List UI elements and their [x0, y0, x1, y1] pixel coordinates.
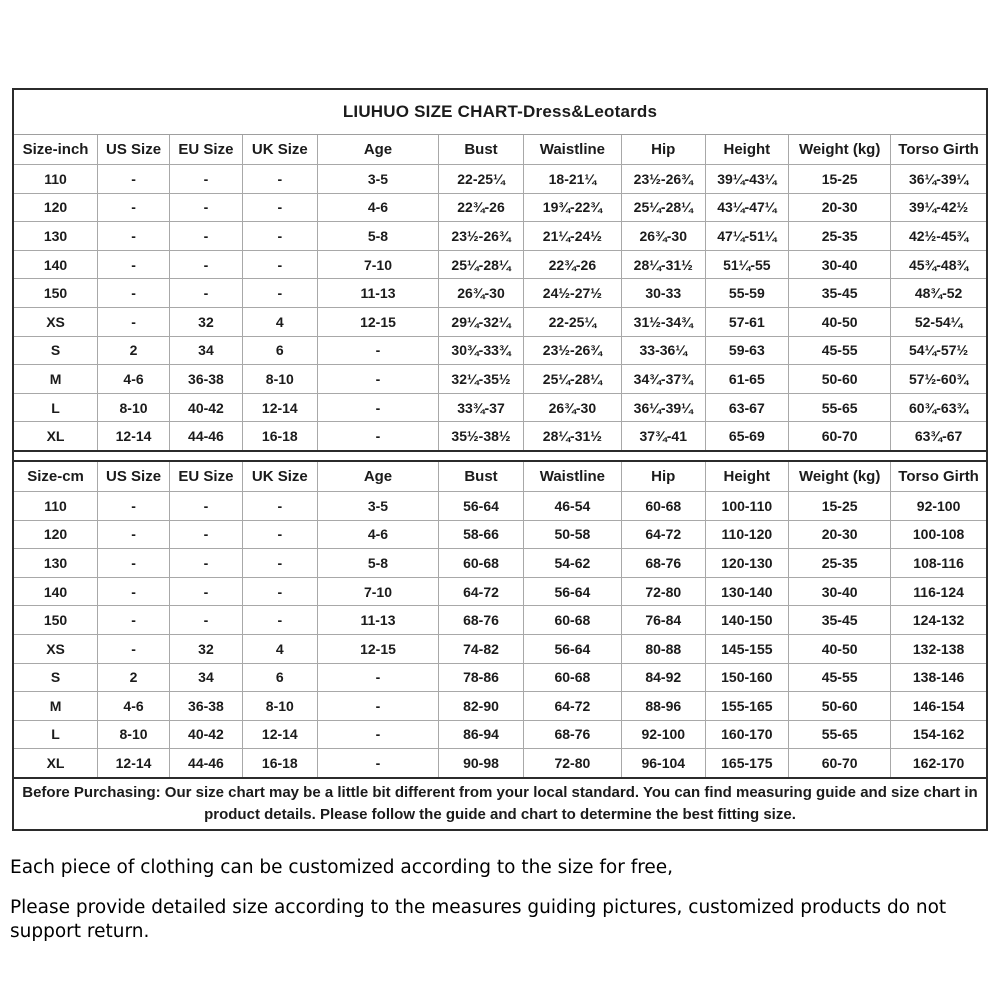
table-cell: 34: [170, 336, 243, 365]
table-cell: 92-100: [891, 491, 986, 520]
table-cell: 20-30: [789, 520, 891, 549]
table-cell: -: [317, 393, 439, 422]
table-cell: 8-10: [242, 692, 317, 721]
table-cell: 42½-45¾: [891, 222, 986, 251]
table-row: [14, 279, 986, 308]
table-cell: 64-72: [523, 692, 621, 721]
table-cell: 60-68: [621, 491, 705, 520]
table-cell: 120: [14, 193, 98, 222]
table-row: [14, 520, 986, 549]
table-cell: 68-76: [621, 549, 705, 578]
table-cell: 3-5: [317, 165, 439, 194]
table-cell: 3-5: [317, 491, 439, 520]
table-cell: 60-68: [523, 606, 621, 635]
table-cell: 68-76: [523, 720, 621, 749]
table-divider: [14, 450, 986, 462]
table-row: [14, 720, 986, 749]
table-cell: 59-63: [705, 336, 789, 365]
column-header: Height: [705, 135, 789, 165]
table-cell: 92-100: [621, 720, 705, 749]
chart-title-text: LIUHUO SIZE CHART-Dress&Leotards: [342, 102, 658, 121]
table-cell: -: [98, 606, 170, 635]
table-cell: 36-38: [170, 692, 243, 721]
table-cell: 39¼-43¼: [705, 165, 789, 194]
table-cell: 35½-38½: [439, 422, 524, 450]
table-cell: 72-80: [621, 577, 705, 606]
table-cell: XS: [14, 307, 98, 336]
table-cell: 15-25: [789, 491, 891, 520]
table-cell: 116-124: [891, 577, 986, 606]
table-row: [14, 634, 986, 663]
table-cell: 100-108: [891, 520, 986, 549]
table-cell: 23½-26¾: [439, 222, 524, 251]
table-cell: 47¼-51¼: [705, 222, 789, 251]
table-cell: XL: [14, 422, 98, 450]
table-cell: 40-42: [170, 720, 243, 749]
table-cell: 12-14: [242, 393, 317, 422]
table-cell: 30-40: [789, 250, 891, 279]
table-cell: 25¼-28¼: [439, 250, 524, 279]
table-cell: 34: [170, 663, 243, 692]
table-cell: -: [98, 549, 170, 578]
table-cell: -: [98, 279, 170, 308]
table-row: [14, 193, 986, 222]
table-cell: XL: [14, 749, 98, 777]
table-cell: 58-66: [439, 520, 524, 549]
table-cell: 132-138: [891, 634, 986, 663]
table-cell: 29¼-32¼: [439, 307, 524, 336]
table-cell: 22¾-26: [439, 193, 524, 222]
table-cell: 22-25¼: [523, 307, 621, 336]
table-cell: 150: [14, 279, 98, 308]
return-policy-note: Please provide detailed size according to the measures guiding pictures, customized products do not support return.: [10, 897, 947, 943]
table-cell: 37¾-41: [621, 422, 705, 450]
table-cell: 36¼-39¼: [621, 393, 705, 422]
customization-note: Each piece of clothing can be customized according to the size for free,: [10, 857, 674, 878]
column-header: Weight (kg): [789, 135, 891, 165]
table-cell: 138-146: [891, 663, 986, 692]
table-cell: 54¼-57½: [891, 336, 986, 365]
table-cell: -: [98, 491, 170, 520]
table-row: [14, 365, 986, 394]
table-cell: 35-45: [789, 279, 891, 308]
table-cell: 86-94: [439, 720, 524, 749]
table-cell: 4-6: [317, 520, 439, 549]
table-row: [14, 491, 986, 520]
table-cell: L: [14, 393, 98, 422]
table-cell: 36-38: [170, 365, 243, 394]
header-row: [14, 462, 986, 492]
table-cell: 35-45: [789, 606, 891, 635]
table-cell: 60-68: [523, 663, 621, 692]
table-cell: 72-80: [523, 749, 621, 777]
table-cell: -: [317, 663, 439, 692]
table-cell: -: [98, 634, 170, 663]
table-cell: 15-25: [789, 165, 891, 194]
table-cell: 12-15: [317, 634, 439, 663]
column-header: EU Size: [170, 462, 243, 492]
table-cell: 18-21¼: [523, 165, 621, 194]
chart-title: [14, 90, 986, 135]
table-cell: 12-14: [242, 720, 317, 749]
table-cell: -: [170, 606, 243, 635]
table-cell: 61-65: [705, 365, 789, 394]
column-header: Waistline: [523, 135, 621, 165]
column-header: Bust: [439, 135, 524, 165]
table-cell: 145-155: [705, 634, 789, 663]
table-cell: -: [242, 520, 317, 549]
table-cell: 100-110: [705, 491, 789, 520]
table-cell: 34¾-37¾: [621, 365, 705, 394]
table-cell: 60-68: [439, 549, 524, 578]
table-cell: 5-8: [317, 222, 439, 251]
table-cell: -: [242, 250, 317, 279]
column-header: Weight (kg): [789, 462, 891, 492]
table-cell: 60-70: [789, 749, 891, 777]
table-cell: -: [98, 222, 170, 251]
header-row: [14, 135, 986, 165]
table-cell: -: [98, 520, 170, 549]
table-cell: L: [14, 720, 98, 749]
table-cell: 155-165: [705, 692, 789, 721]
table-cell: 11-13: [317, 606, 439, 635]
table-cell: 65-69: [705, 422, 789, 450]
table-row: [14, 749, 986, 777]
table-cell: 57½-60¾: [891, 365, 986, 394]
table-cell: -: [317, 692, 439, 721]
table-cell: 25¼-28¼: [621, 193, 705, 222]
table-cell: 140-150: [705, 606, 789, 635]
table-row: [14, 422, 986, 450]
table-cell: 28¼-31½: [621, 250, 705, 279]
table-cell: 4-6: [98, 692, 170, 721]
table-cell: 2: [98, 663, 170, 692]
table-cell: 26¾-30: [439, 279, 524, 308]
table-cell: S: [14, 336, 98, 365]
table-row: [14, 250, 986, 279]
table-cell: 160-170: [705, 720, 789, 749]
table-cell: 23½-26¾: [621, 165, 705, 194]
table-cell: 45-55: [789, 663, 891, 692]
table-cell: -: [242, 491, 317, 520]
table-cell: 108-116: [891, 549, 986, 578]
table-cell: -: [170, 222, 243, 251]
table-cell: 28¼-31½: [523, 422, 621, 450]
footer-notes: [10, 856, 995, 960]
table-cell: 25-35: [789, 549, 891, 578]
table-cell: 56-64: [439, 491, 524, 520]
table-cell: 6: [242, 336, 317, 365]
table-cell: 7-10: [317, 250, 439, 279]
table-cell: 32: [170, 634, 243, 663]
table-cell: 11-13: [317, 279, 439, 308]
table-cell: -: [170, 549, 243, 578]
table-cell: 130: [14, 549, 98, 578]
table-row: [14, 222, 986, 251]
column-header: Size-inch: [14, 135, 98, 165]
table-cell: 74-82: [439, 634, 524, 663]
table-cell: 40-50: [789, 307, 891, 336]
table-cell: 4: [242, 634, 317, 663]
table-row: [14, 549, 986, 578]
column-header: UK Size: [242, 462, 317, 492]
table-cell: -: [170, 165, 243, 194]
table-cell: 22-25¼: [439, 165, 524, 194]
table-row: [14, 307, 986, 336]
column-header: Age: [317, 462, 439, 492]
table-cell: -: [98, 307, 170, 336]
table-cell: 63¾-67: [891, 422, 986, 450]
table-cell: 110: [14, 491, 98, 520]
table-cell: 96-104: [621, 749, 705, 777]
column-header: US Size: [98, 462, 170, 492]
table-cell: 64-72: [439, 577, 524, 606]
table-cell: 45-55: [789, 336, 891, 365]
table-cell: 32: [170, 307, 243, 336]
table-cell: S: [14, 663, 98, 692]
table-row: [14, 663, 986, 692]
table-cell: 30¾-33¾: [439, 336, 524, 365]
table-cell: 16-18: [242, 749, 317, 777]
table-cell: 26¾-30: [523, 393, 621, 422]
table-cell: 33-36¼: [621, 336, 705, 365]
table-cell: 68-76: [439, 606, 524, 635]
table-cell: -: [242, 549, 317, 578]
table-cell: -: [242, 279, 317, 308]
table-cell: 12-15: [317, 307, 439, 336]
table-cell: 60¾-63¾: [891, 393, 986, 422]
table-cell: 82-90: [439, 692, 524, 721]
table-cell: 12-14: [98, 422, 170, 450]
table-cell: 88-96: [621, 692, 705, 721]
table-cell: 110-120: [705, 520, 789, 549]
table-cell: 90-98: [439, 749, 524, 777]
table-cell: -: [242, 165, 317, 194]
table-row: [14, 692, 986, 721]
table-cell: 40-50: [789, 634, 891, 663]
table-cell: -: [170, 279, 243, 308]
column-header: Hip: [621, 135, 705, 165]
table-cell: 130-140: [705, 577, 789, 606]
table-cell: 32¼-35½: [439, 365, 524, 394]
table-row: [14, 606, 986, 635]
table-cell: 26¾-30: [621, 222, 705, 251]
column-header: Age: [317, 135, 439, 165]
table-cell: M: [14, 365, 98, 394]
table-cell: 120-130: [705, 549, 789, 578]
table-cell: 52-54¼: [891, 307, 986, 336]
table-cell: 54-62: [523, 549, 621, 578]
table-cell: 48¾-52: [891, 279, 986, 308]
table-cell: 12-14: [98, 749, 170, 777]
table-cell: -: [242, 577, 317, 606]
table-cell: 16-18: [242, 422, 317, 450]
column-header: Hip: [621, 462, 705, 492]
column-header: US Size: [98, 135, 170, 165]
table-row: [14, 165, 986, 194]
table-cell: -: [242, 222, 317, 251]
table-cell: -: [317, 422, 439, 450]
table-cell: 20-30: [789, 193, 891, 222]
table-cell: 21¼-24½: [523, 222, 621, 251]
table-cell: -: [170, 491, 243, 520]
table-cell: 140: [14, 250, 98, 279]
column-header: Torso Girth: [891, 135, 986, 165]
table-cell: 51¼-55: [705, 250, 789, 279]
table-cell: 4-6: [317, 193, 439, 222]
table-cell: 162-170: [891, 749, 986, 777]
table-cell: 55-65: [789, 393, 891, 422]
column-header: Bust: [439, 462, 524, 492]
table-cell: -: [170, 577, 243, 606]
table-cell: 19¾-22¾: [523, 193, 621, 222]
table-cell: 40-42: [170, 393, 243, 422]
table-cell: 50-60: [789, 365, 891, 394]
table-cell: 39¼-42½: [891, 193, 986, 222]
table-cell: 8-10: [98, 393, 170, 422]
table-cell: 55-65: [789, 720, 891, 749]
table-cell: 44-46: [170, 422, 243, 450]
table-cell: 78-86: [439, 663, 524, 692]
table-cell: 120: [14, 520, 98, 549]
table-cell: 36¼-39¼: [891, 165, 986, 194]
table-cell: 4: [242, 307, 317, 336]
table-cell: 150: [14, 606, 98, 635]
table-cell: -: [170, 250, 243, 279]
table-cell: 76-84: [621, 606, 705, 635]
table-cell: 44-46: [170, 749, 243, 777]
table-cell: 30-40: [789, 577, 891, 606]
table-cell: 140: [14, 577, 98, 606]
table-cell: XS: [14, 634, 98, 663]
table-cell: 22¾-26: [523, 250, 621, 279]
table-cell: 43¼-47¼: [705, 193, 789, 222]
table-cell: 64-72: [621, 520, 705, 549]
table-cell: 84-92: [621, 663, 705, 692]
column-header: Height: [705, 462, 789, 492]
column-header: Size-cm: [14, 462, 98, 492]
table-cell: -: [170, 520, 243, 549]
table-cell: 57-61: [705, 307, 789, 336]
table-cell: 8-10: [242, 365, 317, 394]
table-cell: 7-10: [317, 577, 439, 606]
table-cell: 130: [14, 222, 98, 251]
table-cell: 165-175: [705, 749, 789, 777]
table-cell: 2: [98, 336, 170, 365]
table-cell: 110: [14, 165, 98, 194]
size-inch-table: [14, 135, 986, 450]
table-cell: -: [98, 165, 170, 194]
table-cell: 31½-34¾: [621, 307, 705, 336]
table-cell: 80-88: [621, 634, 705, 663]
table-cell: M: [14, 692, 98, 721]
table-cell: 46-54: [523, 491, 621, 520]
table-cell: 5-8: [317, 549, 439, 578]
table-cell: 25¼-28¼: [523, 365, 621, 394]
table-cell: -: [170, 193, 243, 222]
table-cell: -: [317, 749, 439, 777]
table-cell: 55-59: [705, 279, 789, 308]
table-cell: 154-162: [891, 720, 986, 749]
table-cell: 150-160: [705, 663, 789, 692]
table-cell: 63-67: [705, 393, 789, 422]
table-cell: 6: [242, 663, 317, 692]
table-cell: 30-33: [621, 279, 705, 308]
table-cell: -: [242, 606, 317, 635]
table-cell: -: [317, 336, 439, 365]
table-cell: -: [317, 365, 439, 394]
purchase-note: Before Purchasing: Our size chart may be a little bit different from your local standard. You can find measuring guide and size chart in product details. Please follow the guide and chart to determine the best fitting size.: [14, 777, 986, 830]
size-chart-box: [12, 88, 988, 831]
table-cell: 45¾-48¾: [891, 250, 986, 279]
column-header: EU Size: [170, 135, 243, 165]
table-cell: 60-70: [789, 422, 891, 450]
table-cell: 56-64: [523, 634, 621, 663]
table-row: [14, 577, 986, 606]
column-header: Torso Girth: [891, 462, 986, 492]
size-cm-table: [14, 462, 986, 777]
table-cell: -: [98, 577, 170, 606]
table-cell: -: [98, 250, 170, 279]
table-cell: 33¾-37: [439, 393, 524, 422]
column-header: UK Size: [242, 135, 317, 165]
table-cell: 146-154: [891, 692, 986, 721]
table-cell: 24½-27½: [523, 279, 621, 308]
table-cell: 124-132: [891, 606, 986, 635]
table-cell: 25-35: [789, 222, 891, 251]
table-row: [14, 336, 986, 365]
table-cell: 56-64: [523, 577, 621, 606]
table-cell: 50-60: [789, 692, 891, 721]
table-cell: 4-6: [98, 365, 170, 394]
column-header: Waistline: [523, 462, 621, 492]
table-cell: 23½-26¾: [523, 336, 621, 365]
table-cell: -: [98, 193, 170, 222]
table-cell: -: [242, 193, 317, 222]
table-cell: 50-58: [523, 520, 621, 549]
table-row: [14, 393, 986, 422]
table-cell: -: [317, 720, 439, 749]
table-cell: 8-10: [98, 720, 170, 749]
